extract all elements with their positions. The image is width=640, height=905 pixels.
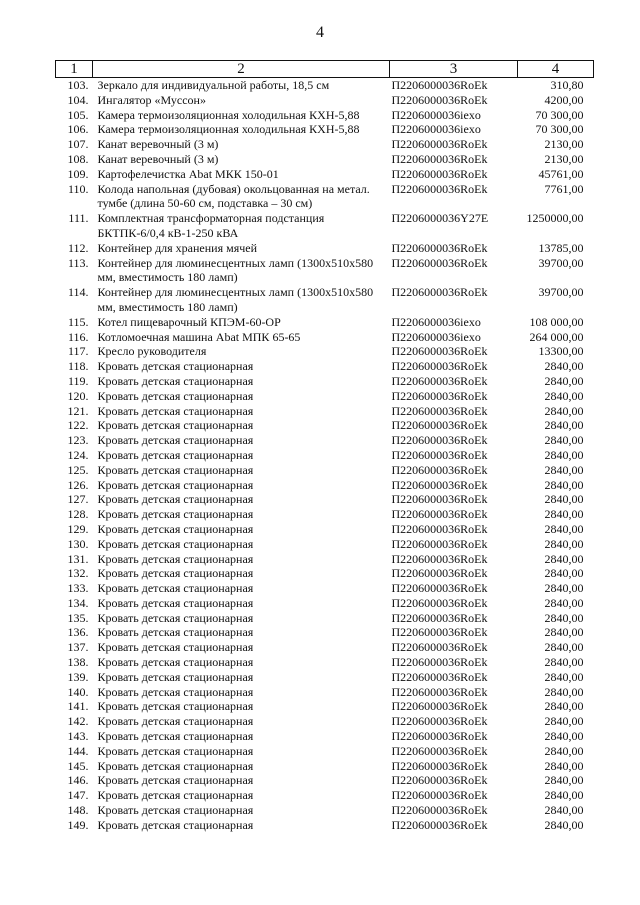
row-number: 113.	[67, 255, 89, 270]
item-price: 39700,00	[538, 285, 584, 300]
inventory-code: П2206000036RoEk	[391, 166, 488, 181]
item-name: Ингалятор «Муссон»	[97, 92, 206, 107]
item-name: Кровать детская стационарная	[97, 418, 254, 433]
item-price: 2840,00	[544, 610, 584, 625]
table-row	[56, 744, 594, 759]
inventory-code: П2206000036RoEk	[391, 447, 488, 462]
table-row	[56, 566, 594, 581]
row-number: 109.	[67, 166, 89, 181]
column-header-name: 2	[93, 61, 390, 78]
inventory-code: П2206000036RoEk	[391, 788, 488, 803]
row-number: 128.	[67, 507, 89, 522]
row-number: 141.	[67, 699, 89, 714]
table-row	[56, 211, 594, 241]
item-price: 108 000,00	[529, 314, 584, 329]
inventory-code: П2206000036iexo	[391, 107, 481, 122]
item-price: 2840,00	[544, 773, 584, 788]
item-price: 39700,00	[538, 255, 584, 270]
header-row	[56, 61, 594, 78]
table-row	[56, 552, 594, 567]
inventory-code: П2206000036RoEk	[391, 655, 488, 670]
item-price: 2840,00	[544, 447, 584, 462]
row-number: 110.	[67, 181, 89, 196]
inventory-code: П2206000036RoEk	[391, 581, 488, 596]
item-name: Котломоечная машина Abat МПК 65-65	[97, 329, 301, 344]
item-name: Кровать детская стационарная	[97, 551, 254, 566]
item-name: Кровать детская стационарная	[97, 625, 254, 640]
row-number: 124.	[67, 447, 89, 462]
item-name: Кровать детская стационарная	[97, 610, 254, 625]
table-row	[56, 344, 594, 359]
table-row	[56, 596, 594, 611]
table-row	[56, 241, 594, 256]
item-name: Кровать детская стационарная	[97, 773, 254, 788]
inventory-code: П2206000036RoEk	[391, 714, 488, 729]
item-price: 2840,00	[544, 403, 584, 418]
row-number: 146.	[67, 773, 89, 788]
inventory-code: П2206000036RoEk	[391, 285, 488, 300]
row-number: 145.	[67, 758, 89, 773]
table-row	[56, 330, 594, 345]
table-row	[56, 537, 594, 552]
row-number: 142.	[67, 714, 89, 729]
item-price: 70 300,00	[535, 122, 584, 137]
table-row	[56, 152, 594, 167]
item-price: 2840,00	[544, 359, 584, 374]
item-price: 2840,00	[544, 551, 584, 566]
item-name: Кровать детская стационарная	[97, 477, 254, 492]
row-number: 115.	[67, 314, 89, 329]
row-number: 108.	[67, 151, 89, 166]
table-row	[56, 759, 594, 774]
row-number: 137.	[67, 640, 89, 655]
table-row	[56, 773, 594, 788]
item-name: Зеркало для индивидуальной работы, 18,5 см	[97, 78, 330, 92]
inventory-code: П2206000036RoEk	[391, 492, 488, 507]
row-number: 119.	[67, 373, 89, 388]
item-name: Кровать детская стационарная	[97, 433, 254, 448]
item-price: 2840,00	[544, 684, 584, 699]
item-price: 2840,00	[544, 788, 584, 803]
row-number: 131.	[67, 551, 89, 566]
table-row	[56, 182, 594, 212]
inventory-code: П2206000036RoEk	[391, 388, 488, 403]
inventory-code: П2206000036RoEk	[391, 507, 488, 522]
table-row	[56, 78, 594, 93]
inventory-code: П2206000036RoEk	[391, 240, 488, 255]
table-row	[56, 522, 594, 537]
item-price: 2840,00	[544, 817, 584, 832]
item-name: Кровать детская стационарная	[97, 743, 254, 758]
row-number: 147.	[67, 788, 89, 803]
table-row	[56, 167, 594, 182]
row-number: 136.	[67, 625, 89, 640]
item-name: Котел пищеварочный КПЭМ-60-ОР	[97, 314, 281, 329]
item-price: 2840,00	[544, 655, 584, 670]
row-number: 149.	[67, 817, 89, 832]
item-price: 2840,00	[544, 433, 584, 448]
table-row	[56, 315, 594, 330]
item-price: 45761,00	[538, 166, 584, 181]
table-row	[56, 818, 594, 833]
item-price: 13300,00	[538, 344, 584, 359]
item-name: Кровать детская стационарная	[97, 595, 254, 610]
item-name: Кровать детская стационарная	[97, 403, 254, 418]
inventory-code: П2206000036RoEk	[391, 137, 488, 152]
table-row	[56, 492, 594, 507]
inventory-code: П2206000036RoEk	[391, 255, 488, 270]
inventory-code: П2206000036RoEk	[391, 373, 488, 388]
table-row	[56, 359, 594, 374]
inventory-code: П2206000036RoEk	[391, 729, 488, 744]
inventory-code: П2206000036RoEk	[391, 817, 488, 832]
table-row	[56, 625, 594, 640]
item-name: Канат веревочный (3 м)	[97, 151, 219, 166]
table-row	[56, 685, 594, 700]
row-number: 143.	[67, 729, 89, 744]
row-number: 132.	[67, 566, 89, 581]
item-name: Кровать детская стационарная	[97, 447, 254, 462]
table-header	[56, 61, 594, 78]
row-number: 121.	[67, 403, 89, 418]
item-name: Камера термоизоляционная холодильная КХН-5,88	[97, 107, 360, 122]
row-number: 106.	[67, 122, 89, 137]
item-name: Кровать детская стационарная	[97, 655, 254, 670]
inventory-code: П2206000036RoEk	[391, 462, 488, 477]
inventory-code: П2206000036RoEk	[391, 743, 488, 758]
inventory-code: П2206000036RoEk	[391, 477, 488, 492]
item-name: Кровать детская стационарная	[97, 359, 254, 374]
table-row	[56, 285, 594, 315]
row-number: 111.	[68, 211, 89, 226]
item-name: Контейнер для хранения мячей	[97, 240, 258, 255]
inventory-code: П2206000036RoEk	[391, 595, 488, 610]
inventory-code: П2206000036RoEk	[391, 536, 488, 551]
row-number: 144.	[67, 743, 89, 758]
item-price: 264 000,00	[529, 329, 584, 344]
item-name: Кровать детская стационарная	[97, 373, 254, 388]
item-price: 2840,00	[544, 729, 584, 744]
inventory-code: П2206000036RoEk	[391, 521, 488, 536]
table-row	[56, 389, 594, 404]
inventory-code: П2206000036RoEk	[391, 684, 488, 699]
inventory-code: П2206000036RoEk	[391, 344, 488, 359]
inventory-code: П2206000036RoEk	[391, 359, 488, 374]
item-name: Кровать детская стационарная	[97, 536, 254, 551]
item-price: 7761,00	[544, 181, 584, 196]
column-header-price: 4	[518, 61, 594, 78]
row-number: 139.	[67, 669, 89, 684]
row-number: 122.	[67, 418, 89, 433]
inventory-table	[55, 60, 594, 833]
row-number: 116.	[67, 329, 89, 344]
item-price: 2840,00	[544, 625, 584, 640]
item-name: Кровать детская стационарная	[97, 817, 254, 832]
table-row	[56, 478, 594, 493]
item-price: 2840,00	[544, 388, 584, 403]
item-name: Камера термоизоляционная холодильная КХН-5,88	[97, 122, 360, 137]
item-name: Кровать детская стационарная	[97, 758, 254, 773]
item-price: 2130,00	[544, 137, 584, 152]
table-row	[56, 256, 594, 286]
inventory-code: П2206000036RoEk	[391, 625, 488, 640]
table-row	[56, 93, 594, 108]
item-price: 1250000,00	[526, 211, 584, 226]
table-row	[56, 374, 594, 389]
row-number: 140.	[67, 684, 89, 699]
row-number: 105.	[67, 107, 89, 122]
item-price: 2840,00	[544, 743, 584, 758]
item-price: 2840,00	[544, 669, 584, 684]
item-price: 2840,00	[544, 595, 584, 610]
table-body	[56, 78, 594, 833]
item-price: 2840,00	[544, 373, 584, 388]
item-name: Комплектная трансформаторная подстанция БКТПК-6/0,4 кВ-1-250 кВА	[97, 211, 325, 240]
inventory-code: П2206000036RoEk	[391, 773, 488, 788]
inventory-code: П2206000036RoEk	[391, 610, 488, 625]
item-name: Кровать детская стационарная	[97, 388, 254, 403]
item-name: Кровать детская стационарная	[97, 566, 254, 581]
item-price: 2840,00	[544, 714, 584, 729]
item-price: 13785,00	[538, 240, 584, 255]
inventory-code: П2206000036RoEk	[391, 403, 488, 418]
table-row	[56, 137, 594, 152]
table-row	[56, 729, 594, 744]
item-name: Кровать детская стационарная	[97, 788, 254, 803]
row-number: 129.	[67, 521, 89, 536]
page-number: 4	[316, 24, 324, 41]
inventory-code: П2206000036iexo	[391, 329, 481, 344]
table-row	[56, 433, 594, 448]
inventory-code: П2206000036RoEk	[391, 151, 488, 166]
table-row	[56, 699, 594, 714]
row-number: 123.	[67, 433, 89, 448]
row-number: 104.	[67, 92, 89, 107]
item-price: 2840,00	[544, 758, 584, 773]
row-number: 107.	[67, 137, 89, 152]
inventory-code: П2206000036RoEk	[391, 418, 488, 433]
item-price: 2130,00	[544, 151, 584, 166]
item-price: 70 300,00	[535, 107, 584, 122]
row-number: 130.	[67, 536, 89, 551]
row-number: 117.	[67, 344, 89, 359]
row-number: 138.	[67, 655, 89, 670]
item-price: 2840,00	[544, 477, 584, 492]
inventory-code: П2206000036iexo	[391, 314, 481, 329]
item-name: Кровать детская стационарная	[97, 669, 254, 684]
row-number: 148.	[67, 803, 89, 818]
item-name: Контейнер для люминесцентных ламп (1300х510х580 мм, вместимость 180 ламп)	[97, 255, 374, 285]
item-name: Кровать детская стационарная	[97, 729, 254, 744]
item-name: Кровать детская стационарная	[97, 521, 254, 536]
item-name: Кровать детская стационарная	[97, 581, 254, 596]
item-name: Кровать детская стационарная	[97, 507, 254, 522]
inventory-code: П2206000036RoEk	[391, 78, 488, 92]
item-name: Кровать детская стационарная	[97, 803, 254, 818]
item-name: Картофелечистка Abat МКК 150-01	[97, 166, 279, 181]
row-number: 134.	[67, 595, 89, 610]
inventory-code: П2206000036RoEk	[391, 181, 488, 196]
table-row	[56, 448, 594, 463]
inventory-code: П2206000036RoEk	[391, 551, 488, 566]
item-name: Кресло руководителя	[97, 344, 207, 359]
item-name: Кровать детская стационарная	[97, 492, 254, 507]
table-row	[56, 640, 594, 655]
inventory-code: П2206000036RoEk	[391, 433, 488, 448]
row-number: 114.	[67, 285, 89, 300]
column-header-code: 3	[390, 61, 518, 78]
row-number: 103.	[67, 78, 89, 92]
inventory-code: П2206000036RoEk	[391, 803, 488, 818]
row-number: 135.	[67, 610, 89, 625]
item-price: 2840,00	[544, 803, 584, 818]
column-header-number: 1	[56, 61, 93, 78]
table-row	[56, 581, 594, 596]
table-row	[56, 108, 594, 123]
table-row	[56, 788, 594, 803]
item-price: 2840,00	[544, 492, 584, 507]
row-number: 112.	[67, 240, 89, 255]
item-price: 2840,00	[544, 699, 584, 714]
inventory-code: П2206000036iexo	[391, 122, 481, 137]
table-row	[56, 803, 594, 818]
item-name: Кровать детская стационарная	[97, 640, 254, 655]
row-number: 133.	[67, 581, 89, 596]
item-name: Кровать детская стационарная	[97, 714, 254, 729]
table-row	[56, 611, 594, 626]
table-row	[56, 404, 594, 419]
item-price: 2840,00	[544, 462, 584, 477]
item-name: Кровать детская стационарная	[97, 699, 254, 714]
item-name: Канат веревочный (3 м)	[97, 137, 219, 152]
row-number: 127.	[67, 492, 89, 507]
row-number: 126.	[67, 477, 89, 492]
item-name: Кровать детская стационарная	[97, 462, 254, 477]
table-row	[56, 507, 594, 522]
item-price: 2840,00	[544, 521, 584, 536]
item-name: Контейнер для люминесцентных ламп (1300х510х580 мм, вместимость 180 ламп)	[97, 285, 374, 314]
table-row	[56, 655, 594, 670]
item-name: Колода напольная (дубовая) окольцованная на метал. тумбе (длина 50-60 см, подставка – 30 см)	[97, 181, 370, 211]
item-price: 2840,00	[544, 640, 584, 655]
inventory-code: П2206000036RoEk	[391, 758, 488, 773]
inventory-code: П2206000036RoEk	[391, 699, 488, 714]
item-price: 310,80	[550, 78, 584, 92]
row-number: 120.	[67, 388, 89, 403]
item-price: 2840,00	[544, 536, 584, 551]
inventory-code: П2206000036RoEk	[391, 92, 488, 107]
table-row	[56, 463, 594, 478]
item-name: Кровать детская стационарная	[97, 684, 254, 699]
item-price: 4200,00	[544, 92, 584, 107]
item-price: 2840,00	[544, 566, 584, 581]
item-price: 2840,00	[544, 418, 584, 433]
row-number: 118.	[67, 359, 89, 374]
inventory-code: П2206000036Y27E	[391, 211, 489, 226]
table-row	[56, 122, 594, 137]
row-number: 125.	[67, 462, 89, 477]
item-price: 2840,00	[544, 581, 584, 596]
inventory-code: П2206000036RoEk	[391, 669, 488, 684]
table-row	[56, 714, 594, 729]
item-price: 2840,00	[544, 507, 584, 522]
inventory-code: П2206000036RoEk	[391, 566, 488, 581]
inventory-code: П2206000036RoEk	[391, 640, 488, 655]
table-row	[56, 418, 594, 433]
table-row	[56, 670, 594, 685]
